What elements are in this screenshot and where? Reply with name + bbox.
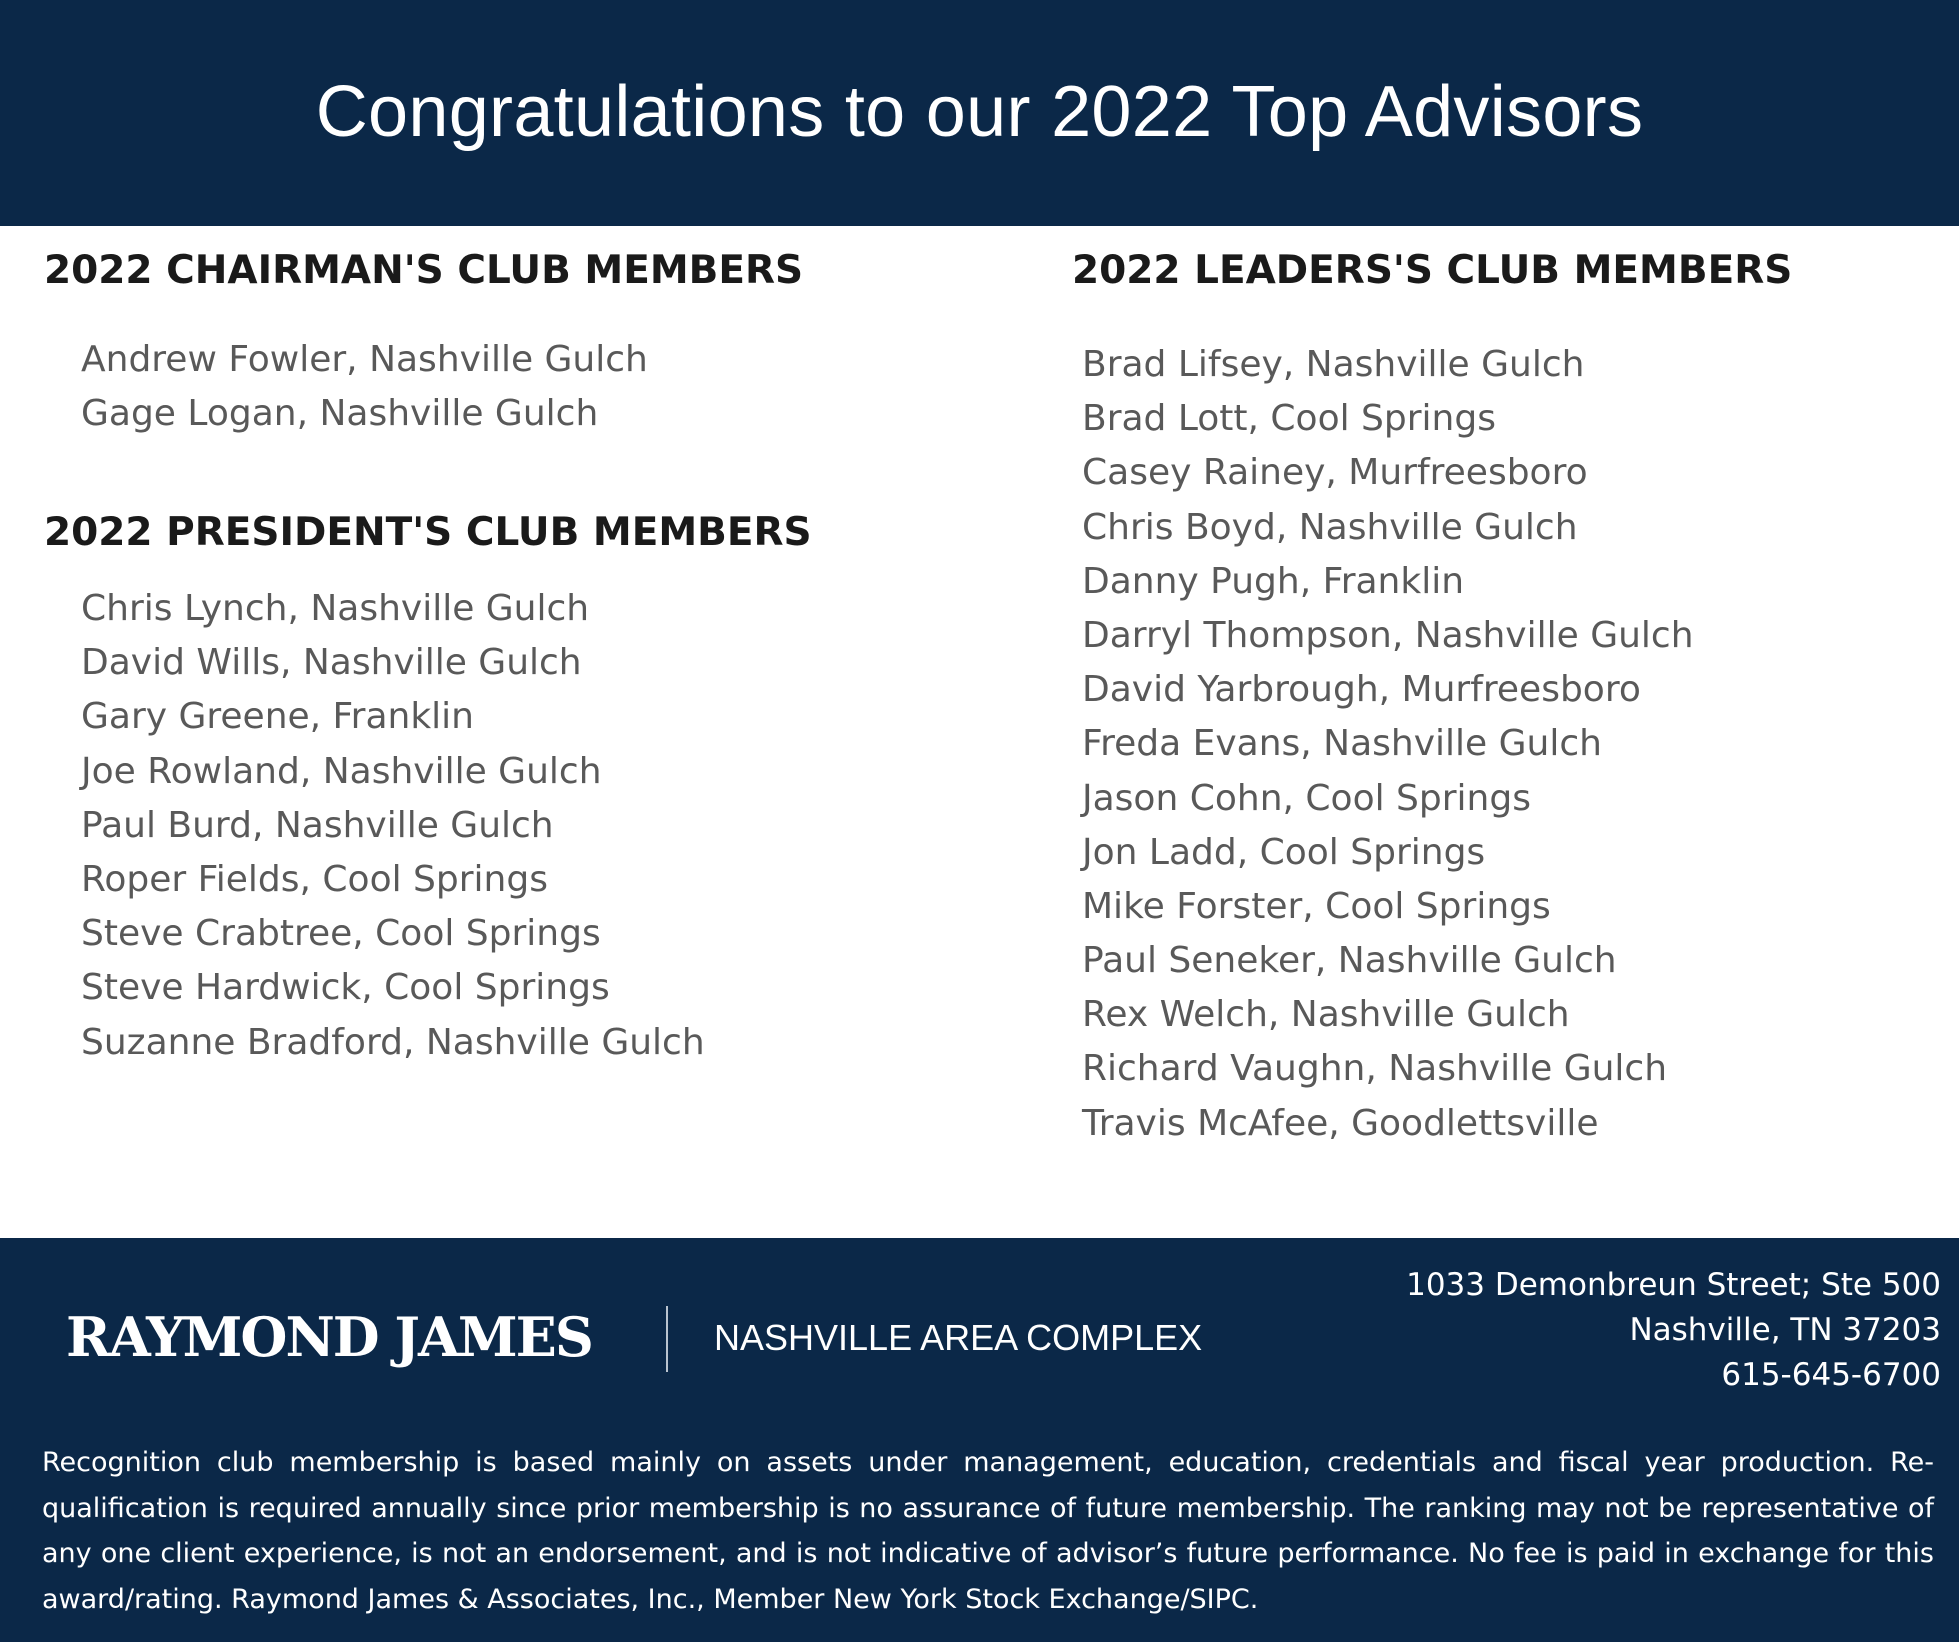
disclaimer: Recognition club membership is based mainly on assets under management, education, credentials and fiscal year production. Re-qualification is required annually since prior membership is no assurance of future membership. The ranking may not be representative of any one client experience, is not an endorsement, and is not indicative of advisor’s future performance. No fee is paid in exchange for this award/rating. Raymond James & Associates, Inc., Member New York Stock Exchange/SIPC. (42, 1447, 1934, 1615)
list-item: Richard Vaughn, Nashville Gulch (1082, 1048, 1668, 1090)
raymond-james-logo: RAYMOND JAMES (66, 1305, 592, 1369)
list-item: Chris Boyd, Nashville Gulch (1082, 506, 1578, 548)
list-item: Joe Rowland, Nashville Gulch (81, 750, 602, 792)
list-item: Brad Lifsey, Nashville Gulch (1082, 344, 1585, 385)
presidents-club-heading: 2022 PRESIDENT'S CLUB MEMBERS (44, 510, 812, 555)
list-item: Chris Lynch, Nashville Gulch (81, 588, 590, 629)
list-item: Paul Seneker, Nashville Gulch (1082, 940, 1617, 982)
list-item: Freda Evans, Nashville Gulch (1082, 723, 1602, 765)
address-line-1: 1033 Demonbreun Street; Ste 500 (1406, 1267, 1941, 1303)
presidents-club-list (81, 582, 705, 1070)
list-item: Gary Greene, Franklin (81, 696, 474, 738)
list-item: Brad Lott, Cool Springs (1082, 398, 1496, 440)
list-item: Suzanne Bradford, Nashville Gulch (81, 1021, 705, 1063)
list-item: Steve Hardwick, Cool Springs (81, 967, 610, 1009)
header-banner (0, 0, 1959, 226)
list-item: Paul Burd, Nashville Gulch (81, 804, 554, 846)
list-item: Danny Pugh, Franklin (1082, 560, 1465, 602)
list-item: Rex Welch, Nashville Gulch (1082, 994, 1570, 1036)
leaders-club-heading: 2022 LEADERS'S CLUB MEMBERS (1072, 248, 1793, 293)
logo-divider (666, 1306, 668, 1372)
complex-name: NASHVILLE AREA COMPLEX (714, 1317, 1203, 1358)
list-item: Gage Logan, Nashville Gulch (81, 393, 599, 435)
list-item: Casey Rainey, Murfreesboro (1082, 452, 1588, 494)
list-item: Steve Crabtree, Cool Springs (81, 913, 601, 955)
list-item: Jason Cohn, Cool Springs (1082, 777, 1531, 819)
list-item: David Wills, Nashville Gulch (81, 642, 582, 684)
list-item: Roper Fields, Cool Springs (81, 858, 548, 900)
list-item: Mike Forster, Cool Springs (1082, 885, 1551, 927)
chairmans-club-list (81, 333, 648, 441)
address-line-2: Nashville, TN 37203 (1629, 1312, 1941, 1348)
list-item: David Yarbrough, Murfreesboro (1082, 669, 1641, 711)
page-title: Congratulations to our 2022 Top Advisors (315, 72, 1644, 152)
list-item: Jon Ladd, Cool Springs (1082, 831, 1486, 873)
list-item: Darryl Thompson, Nashville Gulch (1082, 614, 1694, 656)
phone-number: 615-645-6700 (1721, 1357, 1941, 1393)
list-item: Travis McAfee, Goodlettsville (1082, 1102, 1599, 1144)
leaders-club-list (1082, 338, 1694, 1151)
list-item: Andrew Fowler, Nashville Gulch (81, 339, 648, 380)
chairmans-club-heading: 2022 CHAIRMAN'S CLUB MEMBERS (44, 248, 804, 293)
address-block (1406, 1263, 1941, 1398)
